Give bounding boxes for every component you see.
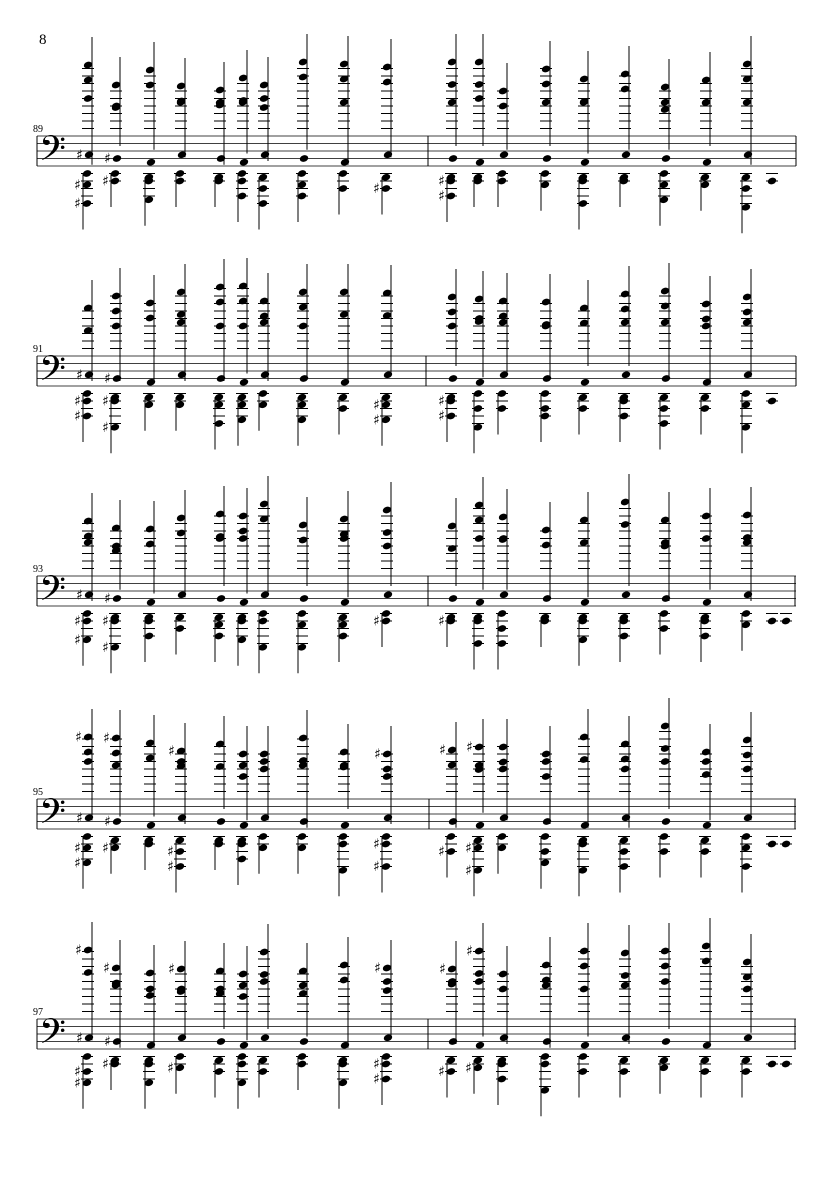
notehead	[84, 370, 94, 379]
sharp-accidental: ♯	[103, 960, 110, 977]
sharp-accidental: ♯	[373, 836, 380, 853]
sharp-accidental: ♯	[75, 729, 82, 746]
notehead	[621, 1033, 631, 1042]
sharp-accidental: ♯	[167, 1060, 174, 1077]
notehead	[112, 374, 122, 383]
notehead	[239, 821, 249, 830]
notehead	[475, 1041, 485, 1050]
sharp-accidental: ♯	[104, 151, 111, 167]
notehead	[260, 813, 270, 822]
notehead	[299, 594, 309, 603]
sharp-accidental: ♯	[373, 412, 380, 429]
notehead	[767, 397, 777, 406]
notehead	[177, 590, 187, 599]
notehead	[383, 150, 393, 159]
sharp-accidental: ♯	[438, 613, 445, 630]
sharp-accidental: ♯	[74, 408, 81, 425]
notehead	[177, 813, 187, 822]
notehead	[702, 1041, 712, 1050]
notehead	[239, 158, 249, 167]
notehead	[216, 594, 226, 603]
notehead	[702, 378, 712, 387]
sharp-accidental: ♯	[76, 147, 83, 164]
notehead	[542, 594, 552, 603]
notehead	[216, 154, 226, 163]
sharp-accidental: ♯	[373, 397, 380, 414]
notehead	[146, 378, 156, 387]
notehead	[661, 154, 671, 163]
notehead	[340, 1041, 350, 1050]
sharp-accidental: ♯	[102, 613, 109, 630]
page-number: 8	[39, 32, 47, 48]
notehead	[702, 598, 712, 607]
notehead	[767, 1060, 777, 1069]
notehead	[475, 378, 485, 387]
sharp-accidental: ♯	[439, 742, 446, 759]
sharp-accidental: ♯	[74, 177, 81, 194]
sharp-accidental: ♯	[74, 1075, 81, 1092]
notehead	[580, 378, 590, 387]
notehead	[239, 378, 249, 387]
notehead	[781, 1060, 791, 1069]
sharp-accidental: ♯	[465, 1060, 472, 1077]
notehead	[475, 821, 485, 830]
notehead	[448, 154, 458, 163]
notehead	[84, 150, 94, 159]
notehead	[84, 590, 94, 599]
notehead	[177, 370, 187, 379]
notehead	[621, 150, 631, 159]
sharp-accidental: ♯	[374, 746, 381, 763]
notehead	[743, 1033, 753, 1042]
notehead	[542, 154, 552, 163]
sharp-accidental: ♯	[373, 1071, 380, 1088]
notehead	[499, 150, 509, 159]
notehead	[475, 598, 485, 607]
measure-number: 95	[33, 787, 43, 798]
notehead	[499, 370, 509, 379]
bass-clef: 𝄢	[39, 568, 67, 617]
notehead	[260, 590, 270, 599]
sharp-accidental: ♯	[438, 188, 445, 205]
notehead	[383, 813, 393, 822]
notehead	[781, 840, 791, 849]
sharp-accidental: ♯	[74, 632, 81, 649]
sharp-accidental: ♯	[102, 639, 109, 656]
notehead	[146, 821, 156, 830]
sharp-accidental: ♯	[75, 942, 82, 959]
notehead	[383, 370, 393, 379]
sharp-accidental: ♯	[373, 181, 380, 197]
notehead	[743, 370, 753, 379]
notehead	[621, 813, 631, 822]
notehead	[177, 150, 187, 159]
notehead	[767, 840, 777, 849]
notehead	[112, 1037, 122, 1046]
notehead	[743, 150, 753, 159]
notehead	[260, 370, 270, 379]
notehead	[542, 374, 552, 383]
notehead	[146, 598, 156, 607]
notehead	[84, 1033, 94, 1042]
measure-number: 89	[33, 124, 43, 135]
sharp-accidental: ♯	[74, 855, 81, 872]
sharp-accidental: ♯	[465, 862, 472, 879]
sharp-accidental: ♯	[74, 196, 81, 212]
notehead	[661, 1037, 671, 1046]
notehead	[340, 598, 350, 607]
notehead	[621, 590, 631, 599]
sharp-accidental: ♯	[168, 743, 175, 760]
sharp-accidental: ♯	[373, 859, 380, 875]
notehead	[112, 154, 122, 163]
sharp-accidental: ♯	[438, 1064, 445, 1080]
bass-clef: 𝄢	[39, 348, 67, 397]
notehead	[661, 374, 671, 383]
sharp-accidental: ♯	[76, 587, 83, 604]
sharp-accidental: ♯	[465, 840, 472, 857]
notehead	[146, 1041, 156, 1050]
sharp-accidental: ♯	[104, 591, 111, 607]
notehead	[448, 374, 458, 383]
notehead	[340, 821, 350, 830]
measure-number: 93	[33, 564, 43, 575]
measure-number: 91	[33, 344, 43, 355]
sharp-accidental: ♯	[104, 371, 111, 387]
bass-clef: 𝄢	[39, 1011, 67, 1060]
sharp-accidental: ♯	[103, 730, 110, 747]
sharp-accidental: ♯	[74, 393, 81, 410]
notehead	[661, 817, 671, 826]
sharp-accidental: ♯	[74, 840, 81, 857]
notehead	[448, 1037, 458, 1046]
sharp-accidental: ♯	[102, 840, 109, 857]
notehead	[702, 158, 712, 167]
sharp-accidental: ♯	[74, 613, 81, 630]
sharp-accidental: ♯	[438, 844, 445, 860]
notehead	[216, 817, 226, 826]
notehead	[448, 594, 458, 603]
notehead	[499, 590, 509, 599]
notehead	[260, 1033, 270, 1042]
notehead	[580, 821, 590, 830]
notehead	[702, 821, 712, 830]
sharp-accidental: ♯	[466, 739, 473, 756]
notehead	[383, 1033, 393, 1042]
notehead	[621, 370, 631, 379]
notehead	[216, 374, 226, 383]
notehead	[299, 1037, 309, 1046]
notehead	[340, 378, 350, 387]
sharp-accidental: ♯	[104, 1034, 111, 1050]
notehead	[448, 817, 458, 826]
sharp-accidental: ♯	[102, 1056, 109, 1073]
notehead	[580, 1041, 590, 1050]
sharp-accidental: ♯	[438, 408, 445, 425]
notehead	[146, 158, 156, 167]
notehead	[743, 590, 753, 599]
sharp-accidental: ♯	[102, 393, 109, 410]
notehead	[299, 817, 309, 826]
notehead	[340, 158, 350, 167]
sharp-accidental: ♯	[168, 961, 175, 978]
sharp-accidental: ♯	[76, 1030, 83, 1047]
notehead	[580, 158, 590, 167]
notehead	[112, 817, 122, 826]
notehead	[767, 617, 777, 626]
sharp-accidental: ♯	[102, 173, 109, 190]
sharp-accidental: ♯	[74, 1064, 81, 1080]
notehead	[542, 817, 552, 826]
notehead	[781, 617, 791, 626]
bass-clef: 𝄢	[39, 791, 67, 840]
notehead	[299, 154, 309, 163]
notehead	[216, 1037, 226, 1046]
sharp-accidental: ♯	[466, 943, 473, 960]
notehead	[112, 594, 122, 603]
notehead	[299, 374, 309, 383]
sharp-accidental: ♯	[373, 613, 380, 630]
notehead	[383, 590, 393, 599]
notehead	[767, 177, 777, 186]
sharp-accidental: ♯	[76, 367, 83, 384]
notehead	[239, 598, 249, 607]
notehead	[499, 1033, 509, 1042]
sharp-accidental: ♯	[374, 960, 381, 977]
sharp-accidental: ♯	[438, 393, 445, 410]
notehead	[499, 813, 509, 822]
notehead	[542, 1037, 552, 1046]
notehead	[743, 813, 753, 822]
notehead	[260, 150, 270, 159]
sharp-accidental: ♯	[167, 844, 174, 860]
notehead	[177, 1033, 187, 1042]
sharp-accidental: ♯	[438, 173, 445, 190]
sharp-accidental: ♯	[373, 1056, 380, 1073]
sharp-accidental: ♯	[439, 961, 446, 978]
sharp-accidental: ♯	[167, 859, 174, 875]
notehead	[475, 158, 485, 167]
sharp-accidental: ♯	[102, 419, 109, 436]
notehead	[580, 598, 590, 607]
sharp-accidental: ♯	[76, 810, 83, 827]
measure-number: 97	[33, 1007, 43, 1018]
notehead	[239, 1041, 249, 1050]
bass-clef: 𝄢	[39, 128, 67, 177]
notehead	[84, 813, 94, 822]
notehead	[661, 594, 671, 603]
sharp-accidental: ♯	[104, 814, 111, 830]
